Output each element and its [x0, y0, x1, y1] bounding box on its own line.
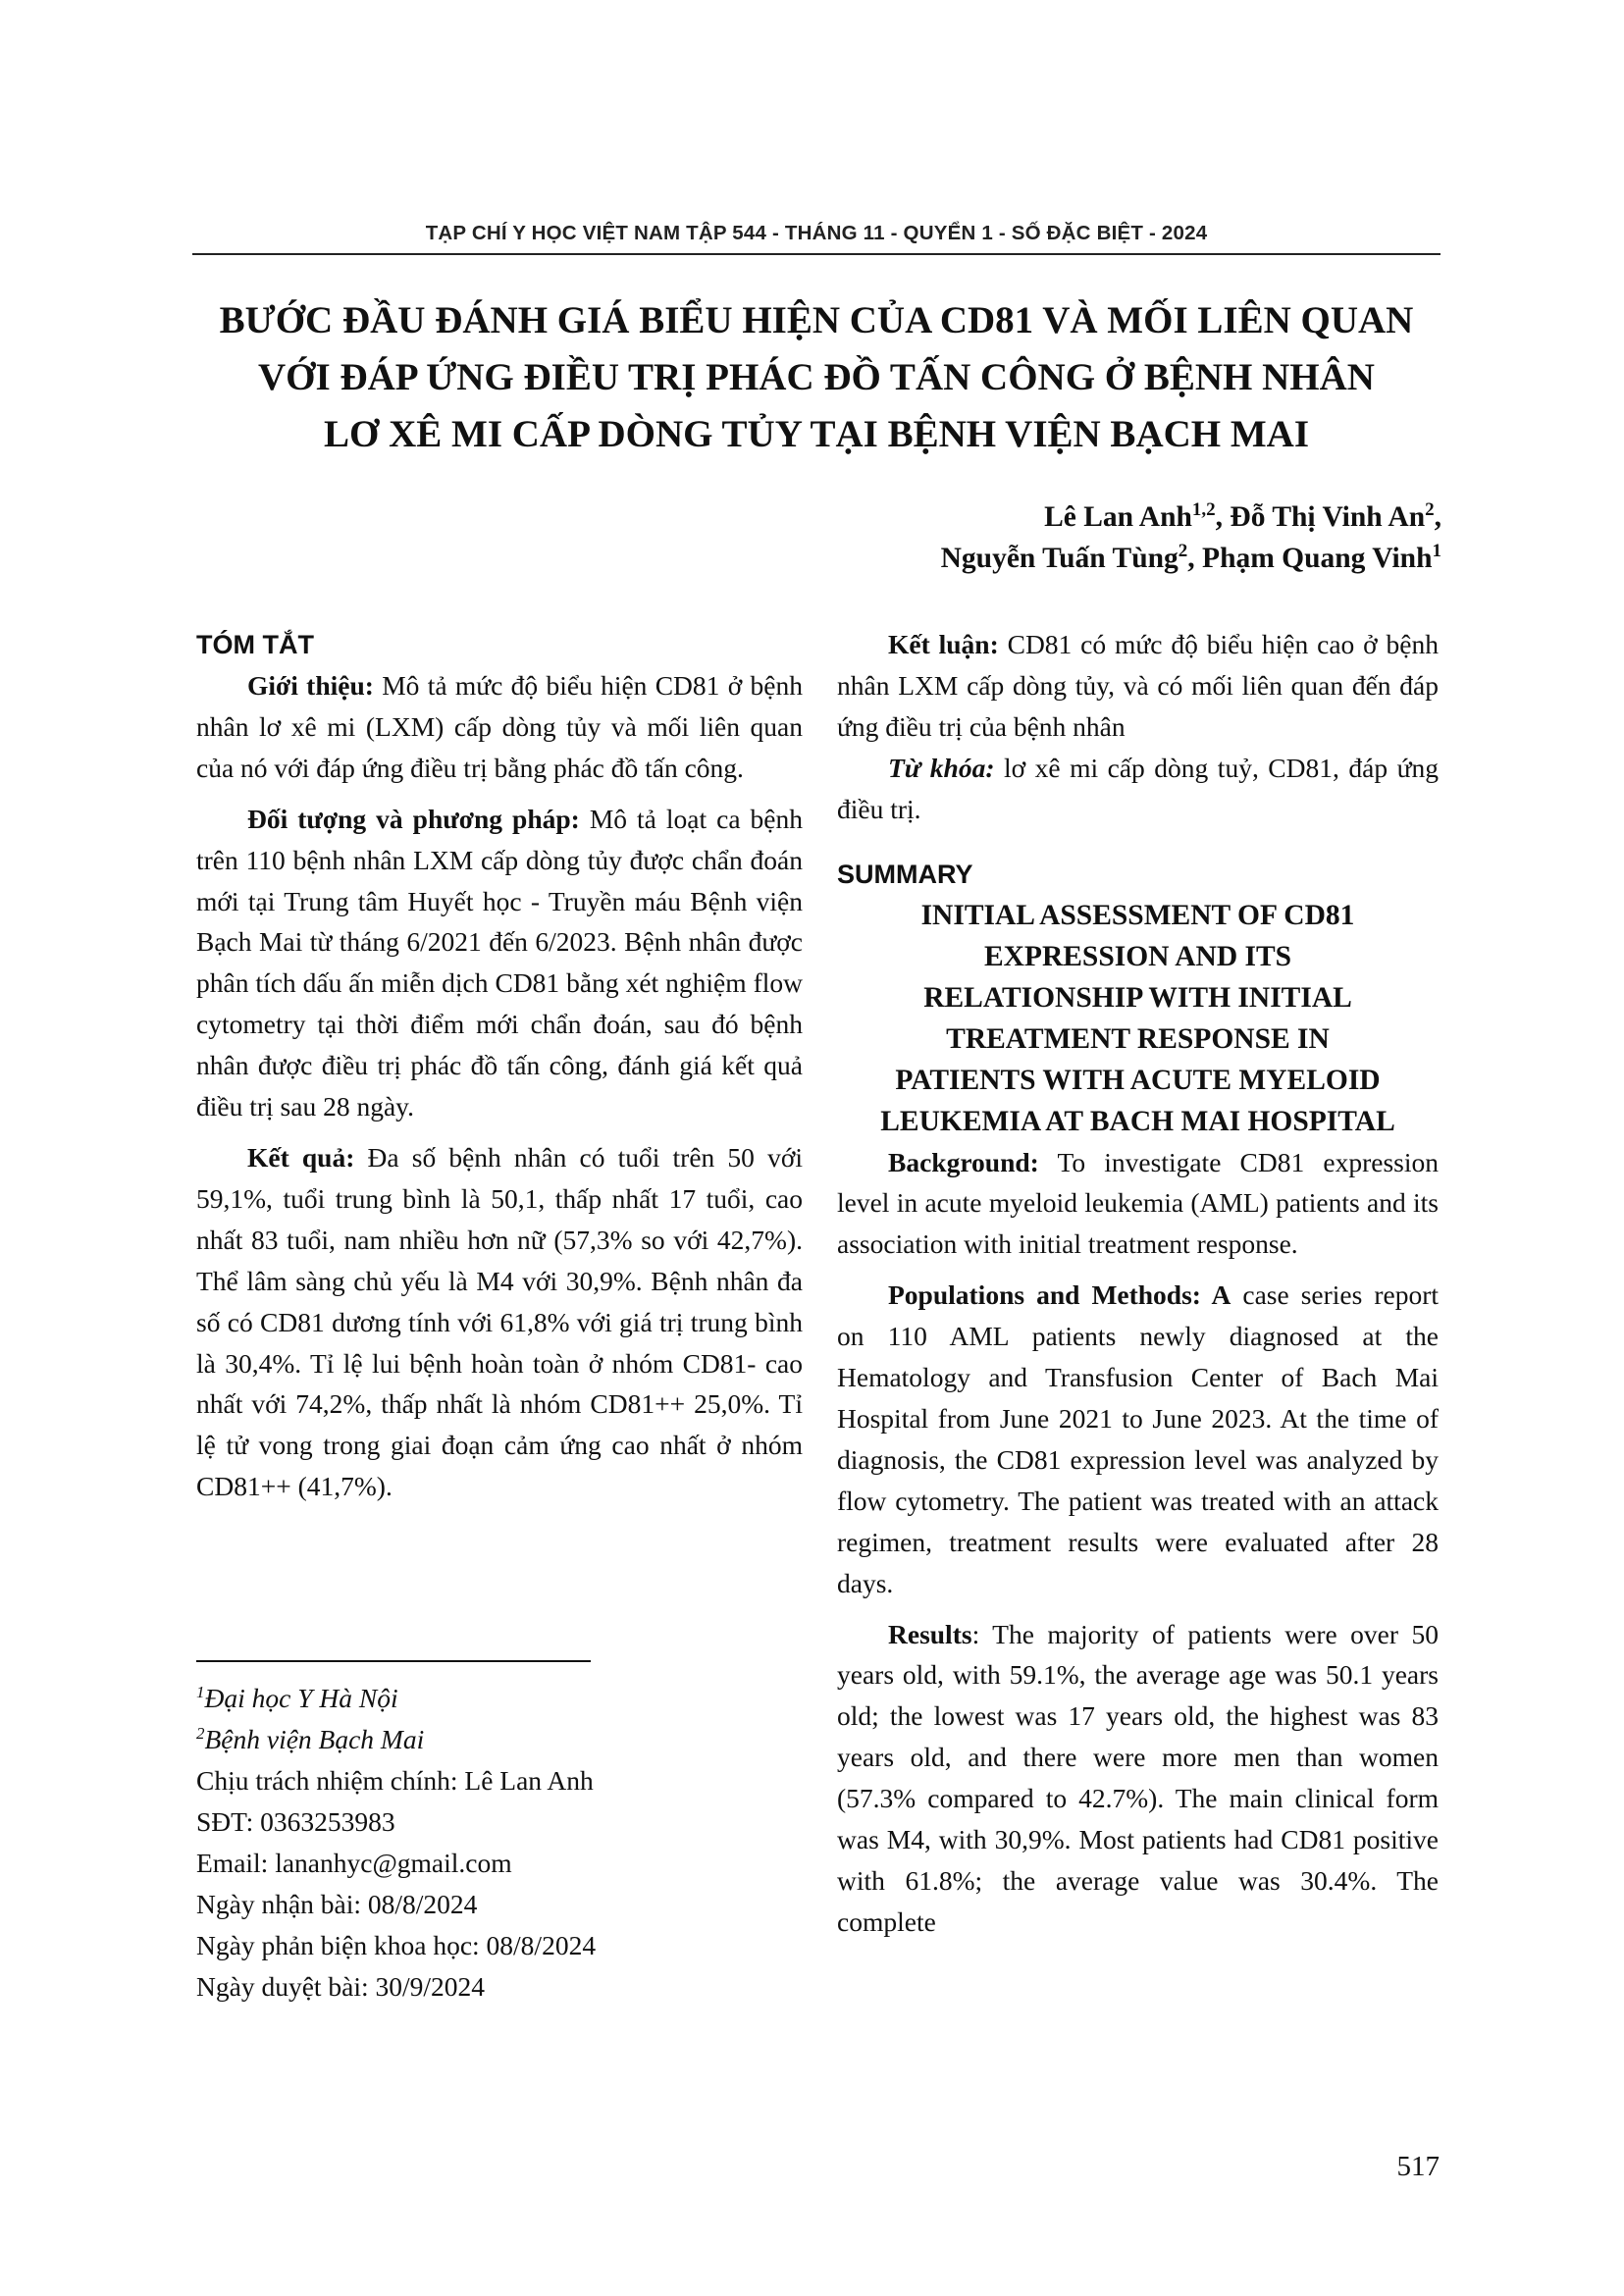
title-line: INITIAL ASSESSMENT OF CD81	[920, 899, 1355, 931]
intro-paragraph	[196, 665, 803, 789]
title-line: LƠ XÊ MI CẤP DÒNG TỦY TẠI BỆNH VIỆN BẠCH MAI	[323, 413, 1310, 455]
paragraph-label: Kết luận:	[888, 629, 999, 659]
affiliation-sup: 2	[1425, 499, 1435, 521]
background-paragraph	[837, 1142, 1439, 1266]
title-line: EXPRESSION AND ITS	[983, 940, 1292, 972]
keywords-paragraph	[837, 748, 1439, 830]
corresponding-author: Chịu trách nhiệm chính: Lê Lan Anh	[196, 1765, 594, 1796]
paragraph-text: To investigate CD81 expression level in acute myeloid leukemia (AML) patients and its association with initial treatment response.	[837, 1146, 1439, 1260]
author-list	[941, 496, 1441, 579]
paragraph-label: Kết quả:	[247, 1141, 355, 1173]
author-line: Nguyễn Tuấn Tùng$^2$, Phạm Quang Vinh$^1$	[940, 541, 1441, 574]
paragraph-text: Mô tả loạt ca bệnh trên 110 bệnh nhân LXM cấp dòng tủy được chẩn đoán mới tại Trung tâm Huyết học - Truyền máu Bệnh viện Bạch Mai từ tháng 6/2021 đến 6/2023. Bệnh nhân được phân tích dấu ấn miễn dịch CD81 bằng xét nghiệm flow cytometry tại thời điểm mới chẩn đoán, sau đó bệnh nhân được điều trị phác đồ tấn công, đánh giá kết quả điều trị sau 28 ngày.	[196, 803, 803, 1122]
author-name: Đỗ Thị Vinh An	[1230, 501, 1426, 533]
author-name: Phạm Quang Vinh	[1202, 543, 1433, 574]
paragraph-text: Mô tả mức độ biểu hiện CD81 ở bệnh nhân lơ xê mi (LXM) cấp dòng tủy và mối liên quan của nó với đáp ứng điều trị bằng phác đồ tấn công.	[196, 670, 803, 783]
paragraph-label: Giới thiệu:	[247, 670, 374, 701]
affiliation-1: $^1$Đại học Y Hà Nội	[196, 1682, 398, 1713]
page-number: 517	[1396, 2151, 1440, 2182]
methods-paragraph	[196, 799, 803, 1127]
conclusion-paragraph	[837, 624, 1439, 748]
left-column	[196, 624, 803, 1507]
paragraph-text: lơ xê mi cấp dòng tuỷ, CD81, đáp ứng điều trị.	[837, 752, 1439, 824]
title-line: TREATMENT RESPONSE IN	[946, 1022, 1330, 1055]
footnote-rule	[196, 1660, 591, 1662]
accepted-date: Ngày duyệt bài: 30/9/2024	[196, 1971, 486, 2002]
paragraph-text: case series report on 110 AML patients newly diagnosed at the Hematology and Transfusion Center of Bach Mai Hospital from June 2021 to June 2023. At the time of diagnosis, the CD81 expression level was analyzed by flow cytometry. The patient was treated with an attack regimen, treatment results were evaluated after 28 days.	[837, 1279, 1439, 1598]
paragraph-text: CD81 có mức độ biểu hiện cao ở bệnh nhân LXM cấp dòng tủy, và có mối liên quan đến đáp ứng điều trị của bệnh nhân	[837, 629, 1439, 742]
author-line: Lê Lan Anh$^{1,2}$, Đỗ Thị Vinh An$^2$,	[1044, 499, 1441, 533]
received-date: Ngày nhận bài: 08/8/2024	[196, 1889, 478, 1919]
footnotes	[196, 1678, 805, 2008]
article-title-en	[837, 895, 1439, 1142]
article-title-vi	[192, 292, 1441, 463]
paragraph-text: Đa số bệnh nhân có tuổi trên 50 với 59,1%, tuổi trung bình là 50,1, thấp nhất 17 tuổi, cao nhất 83 tuổi, nam nhiều hơn nữ (57,3% so với 42,7%). Thể lâm sàng chủ yếu là M4 với 30,9%. Bệnh nhân đa số có CD81 dương tính với 61,8% với giá trị trung bình là 30,4%. Tỉ lệ lui bệnh hoàn toàn ở nhóm CD81- cao nhất với 74,2%, thấp nhất là nhóm CD81++ 25,0%. Tỉ lệ tử vong trong giai đoạn cảm ứng cao nhất ở nhóm CD81++ (41,7%).	[196, 1141, 803, 1502]
author-name: Nguyễn Tuấn Tùng	[940, 543, 1179, 574]
paragraph-label: Từ khóa:	[888, 752, 995, 783]
affiliation-sup: 2	[1178, 541, 1188, 562]
title-line: PATIENTS WITH ACUTE MYELOID	[895, 1064, 1381, 1096]
running-header: TẠP CHÍ Y HỌC VIỆT NAM TẬP 544 - THÁNG 11 - QUYỂN 1 - SỐ ĐẶC BIỆT - 2024	[425, 222, 1208, 244]
title-line: RELATIONSHIP WITH INITIAL	[923, 981, 1352, 1014]
paragraph-label: Results	[888, 1618, 972, 1649]
email-address: Email: lananhyc@gmail.com	[196, 1848, 512, 1878]
affiliation-2: $^2$Bệnh viện Bạch Mai	[196, 1723, 425, 1754]
title-line: LEUKEMIA AT BACH MAI HOSPITAL	[880, 1105, 1395, 1137]
title-line: VỚI ĐÁP ỨNG ĐIỀU TRỊ PHÁC ĐỒ TẤN CÔNG Ở BỆNH NHÂN	[258, 356, 1375, 398]
methods-en-paragraph	[837, 1275, 1439, 1603]
right-column	[837, 624, 1439, 1943]
title-line: BƯỚC ĐẦU ĐÁNH GIÁ BIỂU HIỆN CỦA CD81 VÀ MỐI LIÊN QUAN	[219, 299, 1414, 341]
header-rule	[192, 253, 1441, 255]
summary-heading: SUMMARY	[837, 859, 973, 889]
paragraph-label: Background:	[888, 1146, 1039, 1177]
abstract-heading: TÓM TẮT	[196, 630, 314, 659]
affiliation-sup: 1,2	[1191, 499, 1216, 521]
phone-number: SĐT: 0363253983	[196, 1806, 395, 1837]
paragraph-label: Populations and Methods: A	[888, 1279, 1231, 1311]
paragraph-label: Đối tượng và phương pháp:	[247, 803, 580, 834]
results-en-paragraph	[837, 1614, 1439, 1943]
results-paragraph	[196, 1137, 803, 1507]
author-name: Lê Lan Anh	[1044, 501, 1192, 533]
review-date: Ngày phản biện khoa học: 08/8/2024	[196, 1930, 597, 1960]
paragraph-text: : The majority of patients were over 50 years old, with 59.1%, the average age was 50.1 years old; the lowest was 17 years old, the highest was 83 years old, and there were more men than women (57.3% compared to 42.7%). The main clinical form was M4, with 30,9%. Most patients had CD81 positive with 61.8%; the average value was 30.4%. The complete	[837, 1618, 1439, 1937]
affiliation-sup: 1	[1432, 541, 1441, 562]
